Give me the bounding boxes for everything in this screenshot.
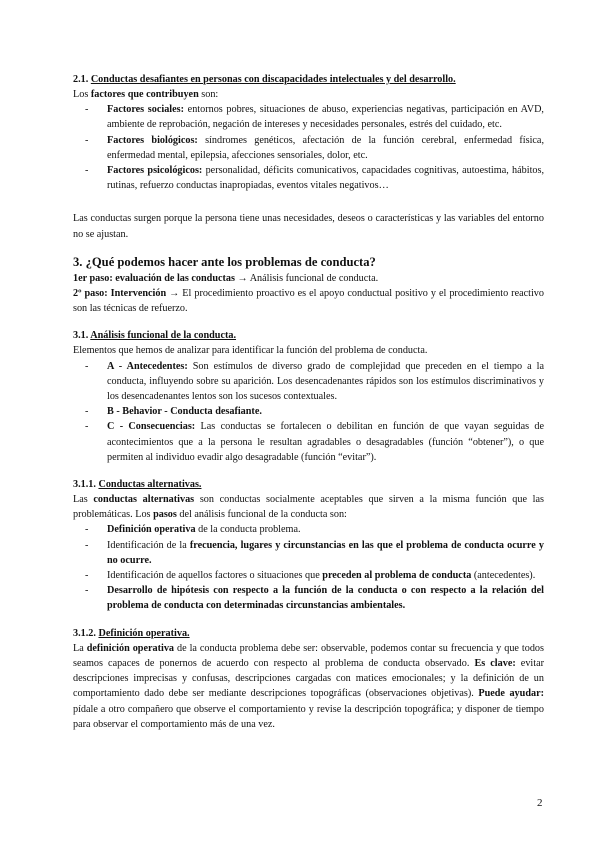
intro-bold: pasos xyxy=(153,509,177,521)
item-bold: preceden al problema de conducta xyxy=(322,570,472,582)
intro-text: Los xyxy=(73,89,91,100)
page-number: 2 xyxy=(537,797,543,809)
steps-list xyxy=(73,522,544,613)
factor-label: Factores sociales: xyxy=(107,104,185,116)
body-text: La xyxy=(73,642,87,654)
section-3-1-1-intro xyxy=(73,492,544,522)
factor-text: síndromes genéticos, afectación de la función cerebral, enfermedad física, enfermedad mental, epilepsia, afecciones sensoriales, dolor, etc. xyxy=(107,134,544,161)
step-1 xyxy=(73,271,544,286)
section-2-1-number: 2.1. xyxy=(73,74,89,85)
body-text: evitar descripciones imprecisas y confusas, descripciones cargadas con matices emocionales; y la definición de un comportamiento dado debe ser mediante descripciones topográficas (observaciones objetivas). xyxy=(73,657,544,700)
item-bold: frecuencia, lugares y circunstancias en las que el problema de conducta ocurre y no ocurre. xyxy=(107,539,544,566)
factors-list xyxy=(73,102,544,193)
item-text: Identificación de aquellos factores o situaciones que xyxy=(107,570,323,582)
factor-label: Factores biológicos: xyxy=(107,134,198,146)
intro-text: Las xyxy=(73,494,94,506)
intro-text: son conductas socialmente aceptables que sirven a la misma función que las problemáticas. Los xyxy=(73,494,544,521)
item-bold: Desarrollo de hipótesis con respecto a la función de la conducta o con respecto a la relación del problema de conducta con determinadas circunstancias ambientales. xyxy=(107,585,544,612)
factor-text: personalidad, déficits comunicativos, capacidades cognitivas, autoestima, hábitos, rutinas, refuerzo conductas inapropiadas, eventos vitales negativos… xyxy=(107,165,544,192)
section-3-1-1-title: Conductas alternativas. xyxy=(98,479,202,491)
item-text: (antecedentes). xyxy=(471,570,536,582)
list-item xyxy=(107,133,544,163)
step-2-label: 2º paso: Intervención xyxy=(73,288,167,300)
step-2 xyxy=(73,286,544,316)
section-3-1-intro: Elementos que hemos de analizar para identificar la función del problema de conducta. xyxy=(73,345,428,357)
item-bold: Definición operativa xyxy=(107,524,196,536)
intro-text: del análisis funcional de la conducta son: xyxy=(176,509,347,521)
abc-list xyxy=(73,359,544,465)
body-bold: Puede ayudar: xyxy=(478,688,544,700)
section-3-1-2-title: Definición operativa. xyxy=(98,627,190,639)
section-3-1-2-body xyxy=(73,641,544,732)
body-bold: definición operativa xyxy=(86,642,175,654)
body-text: pídale a otro compañero que observe el comportamiento y revise la descripción topográfica; y disponer de tiempo para observar el comportamiento más de una vez. xyxy=(73,703,544,730)
body-text: de la conducta problema debe ser: observable, podemos contar su frecuencia y que todos seamos capaces de ponernos de acuerdo con respecto al problema de conducta observado. xyxy=(73,642,544,669)
item-text: Las conductas se fortalecen o debilitan en función de que vayan seguidas de acontecimientos que a la persona le resultan agradables o desagradables (función “obtener”), o que permiten al individuo evadir algo desagradable (función “evitar”). xyxy=(107,421,544,463)
item-label: B - Behavior - Conducta desafiante. xyxy=(107,406,262,418)
section-3-1-2-heading xyxy=(73,626,544,641)
section-3-1-1-number: 3.1.1. xyxy=(73,479,96,491)
item-text: Identificación de la xyxy=(107,539,190,551)
section-2-1-title: Conductas desafiantes en personas con discapacidades intelectuales y del desarrollo. xyxy=(90,74,456,85)
section-3-1-1-heading xyxy=(73,477,544,492)
item-text: de la conducta problema. xyxy=(195,524,301,536)
section-3-heading: 3. ¿Qué podemos hacer ante los problemas de conducta? xyxy=(73,254,376,269)
section-3-1-2-number: 3.1.2. xyxy=(73,627,96,639)
step-2-text: → El procedimiento proactivo es el apoyo conductual positivo y el procedimiento reactivo son las técnicas de refuerzo. xyxy=(73,288,544,315)
list-item xyxy=(107,522,544,537)
intro-text-end: son: xyxy=(198,89,219,100)
section-3-1-number: 3.1. xyxy=(73,330,89,342)
section-2-1-intro xyxy=(73,87,544,102)
list-item xyxy=(107,568,544,583)
section-3-1-heading xyxy=(73,328,544,343)
item-label: C - Consecuencias: xyxy=(107,421,196,433)
intro-bold: conductas alternativas xyxy=(93,494,195,506)
list-item xyxy=(107,359,544,405)
section-3-1-title: Análisis funcional de la conducta. xyxy=(90,330,237,342)
list-item xyxy=(107,102,544,132)
intro-bold: factores que contribuyen xyxy=(90,89,199,100)
body-bold: Es clave: xyxy=(474,657,516,669)
document-page xyxy=(73,72,544,732)
section-2-1-closing: Las conductas surgen porque la persona tiene unas necesidades, deseos o características y las variables del entorno no se ajustan. xyxy=(73,213,544,240)
factor-text: entornos pobres, situaciones de abuso, experiencias negativas, participación en AVD, ambiente de reprobación, negación de intereses y necesidades personales, estrés del cuidado, etc. xyxy=(107,104,544,131)
factor-label: Factores psicológicos: xyxy=(107,165,203,177)
list-item xyxy=(107,163,544,193)
section-2-1-heading xyxy=(73,72,544,87)
list-item xyxy=(107,538,544,568)
list-item xyxy=(107,404,544,419)
list-item xyxy=(107,583,544,613)
item-label: A - Antecedentes: xyxy=(107,360,188,372)
item-text: Son estímulos de diverso grado de complejidad que preceden en el tiempo a la conducta, influyendo sobre su aparición. Los desencadenantes rápidos son los estímulos discriminativos y los desencadenantes lentos son los sucesos contextuales. xyxy=(107,360,544,403)
step-1-text: → Análisis funcional de conducta. xyxy=(234,272,379,284)
list-item xyxy=(107,419,544,465)
step-1-label: 1er paso: evaluación de las conductas xyxy=(73,272,235,284)
